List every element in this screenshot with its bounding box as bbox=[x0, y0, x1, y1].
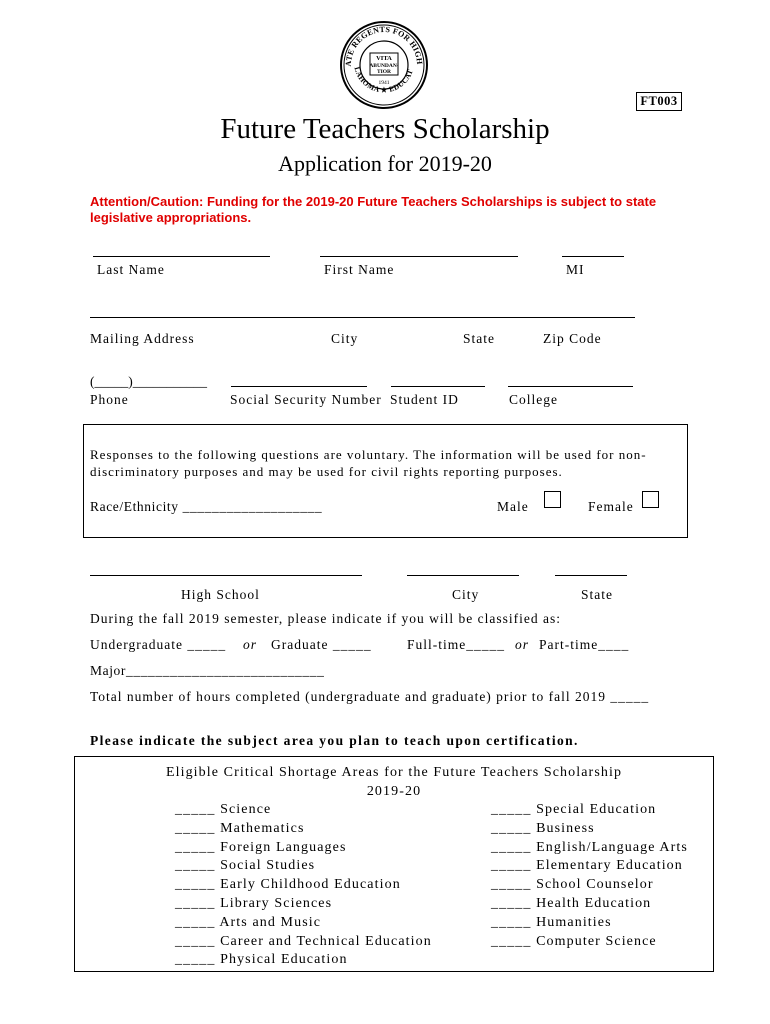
subject-option[interactable]: _____ Computer Science bbox=[491, 933, 657, 949]
race-ethnicity-field[interactable]: Race/Ethnicity ___________________ bbox=[90, 499, 323, 514]
state-label: State bbox=[463, 331, 495, 346]
hs-city-label: City bbox=[452, 587, 480, 602]
shortage-heading: Eligible Critical Shortage Areas for the Future Teachers Scholarship bbox=[165, 765, 623, 780]
part-time-field[interactable]: Part-time____ bbox=[539, 637, 630, 652]
undergraduate-field[interactable]: Undergraduate _____ bbox=[90, 637, 227, 652]
major-field[interactable]: Major___________________________ bbox=[90, 663, 325, 678]
mailing-address-label: Mailing Address bbox=[90, 331, 195, 346]
page-subtitle: Application for 2019-20 bbox=[278, 151, 492, 176]
hs-state-label: State bbox=[581, 587, 613, 602]
subject-option[interactable]: _____ Career and Technical Education bbox=[175, 933, 432, 949]
subject-option[interactable]: _____ Arts and Music bbox=[175, 914, 322, 930]
city-label: City bbox=[331, 331, 359, 346]
first-name-field[interactable] bbox=[320, 256, 518, 257]
or-text-1: or bbox=[243, 637, 258, 652]
last-name-field[interactable] bbox=[93, 256, 270, 257]
male-label: Male bbox=[497, 499, 529, 514]
subject-option[interactable]: _____ Elementary Education bbox=[491, 858, 683, 874]
voluntary-info-box bbox=[83, 424, 688, 538]
subject-option[interactable]: _____ Foreign Languages bbox=[175, 839, 347, 855]
page-title: Future Teachers Scholarship bbox=[220, 113, 550, 145]
zip-code-label: Zip Code bbox=[543, 331, 602, 346]
svg-text:OKLAHOMA ★ EDUCATION: LAHOMA ★ EDUCAT bbox=[352, 65, 415, 95]
voluntary-text: Responses to the following questions are voluntary. The information will be used for non-discriminatory purposes and may be used for civil rights reporting purposes. bbox=[90, 447, 647, 479]
shortage-year: 2019-20 bbox=[366, 784, 422, 799]
hs-state-field[interactable] bbox=[555, 575, 627, 576]
college-label: College bbox=[509, 392, 558, 407]
last-name-label: Last Name bbox=[97, 262, 165, 277]
subject-option[interactable]: _____ School Counselor bbox=[491, 877, 654, 893]
ssn-field[interactable] bbox=[231, 386, 367, 387]
first-name-label: First Name bbox=[324, 262, 395, 277]
mailing-address-field[interactable] bbox=[90, 317, 635, 318]
male-checkbox[interactable] bbox=[544, 491, 561, 508]
student-id-label: Student ID bbox=[390, 392, 459, 407]
ssn-label: Social Security Number bbox=[230, 392, 382, 407]
svg-text:STATE REGENTS FOR HIGHER: ATE REGENTS FOR HIGH bbox=[343, 24, 425, 67]
phone-label: Phone bbox=[90, 392, 129, 407]
female-label: Female bbox=[588, 499, 634, 514]
college-field[interactable] bbox=[508, 386, 633, 387]
subject-option[interactable]: _____ Humanities bbox=[491, 914, 612, 930]
subject-prompt: Please indicate the subject area you plan to teach upon certification. bbox=[90, 733, 579, 748]
student-id-field[interactable] bbox=[391, 386, 485, 387]
form-code: FT003 bbox=[640, 94, 678, 108]
caution-notice: Attention/Caution: Funding for the 2019-20 Future Teachers Scholarships is subject to state legislative appropriations. bbox=[90, 194, 657, 225]
classification-question: During the fall 2019 semester, please indicate if you will be classified as: bbox=[90, 611, 561, 626]
subject-option[interactable]: _____ Science bbox=[175, 802, 272, 817]
form-code-box bbox=[636, 92, 682, 111]
mi-field[interactable] bbox=[562, 256, 624, 257]
svg-text:ABUNDAN-: ABUNDAN- bbox=[369, 63, 399, 69]
subject-option[interactable]: _____ Health Education bbox=[491, 896, 652, 911]
subject-option[interactable]: _____ Special Education bbox=[491, 802, 657, 817]
subject-option[interactable]: _____ Library Sciences bbox=[175, 896, 333, 911]
hs-city-field[interactable] bbox=[407, 575, 519, 576]
total-hours-field[interactable]: Total number of hours completed (undergraduate and graduate) prior to fall 2019 _____ bbox=[90, 689, 650, 704]
female-checkbox[interactable] bbox=[642, 491, 659, 508]
full-time-field[interactable]: Full-time_____ bbox=[407, 637, 505, 652]
graduate-field[interactable]: Graduate _____ bbox=[271, 637, 372, 652]
high-school-label: High School bbox=[181, 587, 260, 602]
subject-option[interactable]: _____ Mathematics bbox=[175, 820, 305, 836]
subject-option[interactable]: _____ Social Studies bbox=[175, 858, 316, 874]
phone-field[interactable]: (_____)___________ bbox=[90, 374, 207, 389]
svg-text:VITA: VITA bbox=[376, 55, 392, 62]
subject-option[interactable]: _____ Physical Education bbox=[175, 952, 348, 968]
svg-text:TIOR: TIOR bbox=[376, 69, 392, 75]
state-regents-seal bbox=[339, 20, 429, 110]
subject-option[interactable]: _____ Early Childhood Education bbox=[175, 877, 401, 893]
subject-option[interactable]: _____ English/Language Arts bbox=[491, 839, 688, 855]
subject-option[interactable]: _____ Business bbox=[491, 820, 595, 836]
mi-label: MI bbox=[566, 262, 585, 277]
svg-text:1941: 1941 bbox=[378, 80, 390, 86]
high-school-field[interactable] bbox=[90, 575, 362, 576]
shortage-areas-box bbox=[74, 756, 714, 972]
or-text-2: or bbox=[515, 637, 530, 652]
